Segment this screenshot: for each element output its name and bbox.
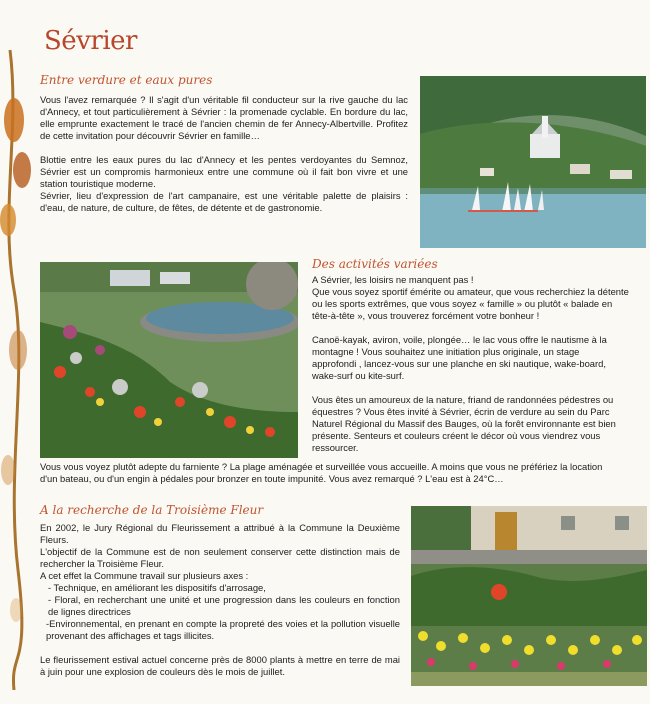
section-heading-activites: Des activités variées — [312, 257, 438, 271]
paragraph: Blottie entre les eaux pures du lac d'Annecy et les pentes verdoyantes du Semnoz, Sévrier est un compromis harmonieux entre une commune où il fait bon vivre et une station touristique moderne. — [40, 154, 408, 189]
text-line: ou les sports extrêmes, que vous soyez « famille » ou plutôt « balade en — [312, 298, 613, 309]
bullet-item: - Technique, en améliorant les dispositifs d'arrosage, — [48, 582, 266, 593]
text-line: montagne ! Vous souhaitez une initiation plus originale, un stage — [312, 346, 580, 357]
text-line: A Sévrier, les loisirs ne manquent pas ! — [312, 274, 474, 285]
text-line: wake-surf ou kite-surf. — [312, 370, 405, 381]
text-line: approfondi , lancez-vous sur une planche en ski nautique, wake-board, — [312, 358, 606, 369]
section-heading-verdure: Entre verdure et eaux pures — [40, 73, 213, 87]
floral-border-decoration — [0, 50, 40, 690]
paragraph: Vous l'avez remarquée ? Il s'agit d'un véritable fil conducteur sur la rive gauche du lac d'Annecy, et tout particulièrement à Sévrier : la promenade cyclable. En bordure du lac, elle emprunte exactement le tracé de l'ancien chemin de fer Annecy-Albertville. Profitez de cette invitation pour découvrir Sévrier en famille… — [40, 94, 408, 141]
text-line: Que vous soyez sportif émérite ou amateur, que vous recherchiez la détente — [312, 286, 629, 297]
paragraph: Le fleurissement estival actuel concerne près de 8000 plants à mettre en terre de mai à juin pour une explosion de couleurs dès le mois de juillet. — [40, 654, 400, 677]
page-title: Sévrier — [44, 26, 137, 56]
text-line: Vous vous voyez plutôt adepte du farniente ? La plage aménagée et surveillée vous accueille. A moins que vous ne préfériez la location — [40, 461, 603, 472]
paragraph: Sévrier, lieu d'expression de l'art campanaire, est une véritable palette de plaisirs : d'eau, de nature, de culture, de fêtes, de détente et de gastronomie. — [40, 190, 408, 213]
text-line: ressourcer. — [312, 442, 359, 453]
section-text-activites — [312, 274, 650, 454]
paragraph: L'objectif de la Commune est de non seulement conserver cette distinction mais de rechercher la Troisième Fleur. — [40, 546, 400, 569]
text-line: Naturel Régional du Massif des Bauges, où la forêt environnante est bien — [312, 418, 616, 429]
flowerbed-garden-photo — [411, 506, 647, 686]
section-text-farniente — [40, 461, 650, 485]
section-heading-fleur: A la recherche de la Troisième Fleur — [40, 503, 264, 517]
text-line: tête-à-tête », vous trouverez forcément votre bonheur ! — [312, 310, 540, 321]
section-text-fleur — [40, 522, 400, 678]
paragraph: En 2002, le Jury Régional du Fleurissement a attribué à la Commune la Deuxième Fleurs. — [40, 522, 400, 545]
text-line: Canoë-kayak, aviron, voile, plongée… le lac vous offre le nautisme à la — [312, 334, 607, 345]
text-line: équestres ? Vous êtes invité à Sévrier, écrin de verdure au sein du Parc — [312, 406, 610, 417]
paragraph: A cet effet la Commune travail sur plusieurs axes : — [40, 570, 249, 581]
bullet-item: -Environnemental, en prenant en compte la propreté des voies et la pollution visuelle provenant des affichages et tags illicites. — [46, 618, 400, 641]
text-line: présente. Senteurs et couleurs créent le décor où vous viendrez vous — [312, 430, 601, 441]
fountain-flowerbed-photo — [40, 262, 298, 458]
lake-sailboats-photo — [420, 76, 646, 248]
section-text-verdure — [40, 94, 408, 214]
text-line: d'un bateau, ou d'un engin à pédales pour bronzer en toute impunité. Vous avez remarqué ? L'eau est à 24°C… — [40, 473, 504, 484]
bullet-item: - Floral, en recherchant une unité et une progression dans les couleurs en fonction de lignes directrices — [48, 594, 400, 617]
text-line: Vous êtes un amoureux de la nature, friand de randonnées pédestres ou — [312, 394, 614, 405]
